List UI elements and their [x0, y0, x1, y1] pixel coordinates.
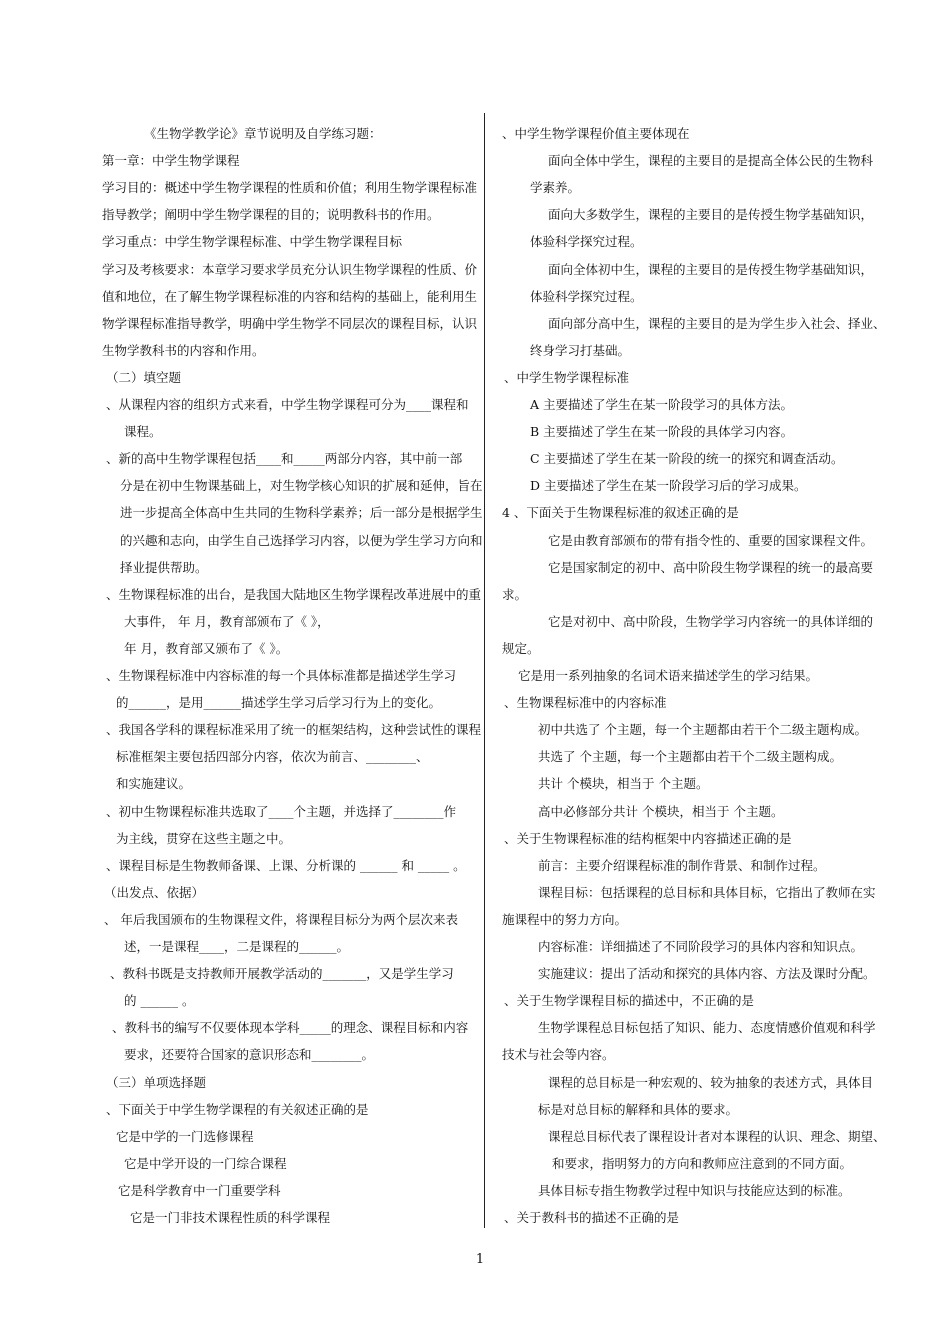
- right-column-line: 、关于教科书的描述不正确的是: [504, 1210, 680, 1225]
- right-column-line: 施课程中的努力方向。: [502, 911, 628, 927]
- left-column-line: 学习重点：中学生物学课程标准、中学生物学课程目标: [102, 234, 403, 250]
- left-column-line: 它是中学开设的一门综合课程: [124, 1155, 287, 1171]
- left-column-line: 为主线，贯穿在这些主题之中。: [116, 830, 292, 846]
- right-column-line: 规定。: [502, 640, 540, 656]
- right-column-line: 具体目标专指生物教学过程中知识与技能应达到的标准。: [538, 1182, 851, 1198]
- right-column-line: 、中学生物学课程标准: [504, 369, 630, 385]
- right-column-line: 标是对总目标的解释和具体的要求。: [538, 1101, 739, 1117]
- left-column-line: 第一章：中学生物学课程: [102, 153, 240, 169]
- right-column-line: 4 、下面关于生物课程标准的叙述正确的是: [502, 505, 739, 521]
- left-column-line: 的兴趣和志向，由学生自己选择学习内容，以便为学生学习方向和: [120, 532, 483, 548]
- right-column-line: D 主要描述了学生在某一阶段学习后的学习成果。: [530, 478, 807, 494]
- left-column-line: 它是科学教育中一门重要学科: [118, 1182, 281, 1198]
- left-column-line: 值和地位，在了解生物学课程标准的内容和结构的基础上，能利用生: [102, 288, 478, 304]
- left-column-line: 课程。: [124, 424, 162, 440]
- left-column-line: 述，一是课程____，二是课程的______。: [124, 939, 350, 954]
- left-column-line: 年 月，教育部又颁布了《 》。: [124, 640, 289, 656]
- right-column-line: 课程目标：包括课程的总目标和具体目标，它指出了教师在实: [538, 884, 876, 900]
- left-column-line: 学习目的：概述中学生物学课程的性质和价值；利用生物学课程标准: [102, 180, 478, 196]
- right-column-line: 、关于生物课程标准的结构框架中内容描述正确的是: [504, 830, 792, 846]
- left-column-line: 、教科书既是支持教师开展教学活动的_______，又是学生学习: [110, 966, 454, 982]
- right-column-line: 它是对初中、高中阶段，生物学学习内容统一的具体详细的: [548, 613, 874, 629]
- right-column-line: C 主要描述了学生在某一阶段的统一的探究和调查活动。: [530, 451, 844, 467]
- left-column-line: 它是中学的一门选修课程: [116, 1128, 254, 1144]
- left-column-line: （三）单项选择题: [106, 1074, 207, 1090]
- right-column-line: B 主要描述了学生在某一阶段的具体学习内容。: [530, 424, 794, 440]
- left-column-line: 物学课程标准指导教学，明确中学生物学不同层次的课程目标，认识: [102, 315, 478, 331]
- left-column-line: 分是在初中生物课基础上，对生物学核心知识的扩展和延伸，旨在: [120, 478, 483, 494]
- left-column-line: 生物学教科书的内容和作用。: [102, 342, 265, 358]
- right-column-line: 内容标准：详细描述了不同阶段学习的具体内容和知识点。: [538, 939, 864, 954]
- right-column-line: 共选了 个主题，每一个主题都由若干个二级主题构成。: [538, 749, 842, 765]
- left-column-line: 、 年后我国颁布的生物课程文件，将课程目标分为两个层次来表: [104, 911, 458, 927]
- right-column-line: 学素养。: [530, 180, 581, 196]
- right-column-line: 初中共选了 个主题，每一个主题都由若干个二级主题构成。: [538, 722, 867, 738]
- left-column-line: （出发点、依据）: [104, 884, 205, 900]
- right-column-line: 体验科学探究过程。: [530, 234, 643, 250]
- right-column-line: 共计 个模块，相当于 个主题。: [538, 776, 709, 792]
- right-column-line: 生物学课程总目标包括了知识、能力、态度情感价值观和科学: [538, 1020, 876, 1036]
- left-column-line: 和实施建议。: [116, 776, 192, 792]
- right-column-line: 高中必修部分共计 个模块，相当于 个主题。: [538, 803, 784, 819]
- left-column-line: （二）填空题: [106, 369, 182, 385]
- right-column-line: 技术与社会等内容。: [502, 1047, 615, 1063]
- right-column-line: 体验科学探究过程。: [530, 288, 643, 304]
- right-column-line: 、生物课程标准中的内容标准: [504, 695, 667, 711]
- right-column-line: 课程总目标代表了课程设计者对本课程的认识、理念、期望、: [548, 1128, 886, 1144]
- right-column-line: A 主要描述了学生在某一阶段学习的具体方法。: [530, 397, 794, 412]
- left-column-line: 学习及考核要求：本章学习要求学员充分认识生物学课程的性质、价: [102, 261, 478, 277]
- right-column-line: 、关于生物学课程目标的描述中，不正确的是: [504, 993, 755, 1009]
- right-column-line: 面向全体中学生，课程的主要目的是提高全体公民的生物科: [548, 153, 874, 169]
- left-column-line: 、课程目标是生物教师备课、上课、分析课的 ______ 和 _____ 。: [106, 857, 466, 873]
- right-column-line: 面向大多数学生，课程的主要目的是传授生物学基础知识，: [548, 207, 874, 223]
- right-column-line: 面向全体初中生，课程的主要目的是传授生物学基础知识，: [548, 261, 874, 277]
- left-column-line: 的______，是用______描述学生学习后学习行为上的变化。: [116, 695, 442, 711]
- left-column-line: 、从课程内容的组织方式来看，中学生物学课程可分为____课程和: [106, 397, 469, 412]
- left-column-line: 进一步提高全体高中生共同的生物科学素养；后一部分是根据学生: [120, 505, 483, 521]
- right-column-line: 和要求，指明努力的方向和教师应注意到的不同方面。: [552, 1155, 853, 1171]
- column-divider: [484, 113, 485, 1228]
- left-column-line: 它是一门非技术课程性质的科学课程: [130, 1210, 331, 1225]
- page-number: 1: [475, 1252, 485, 1267]
- left-column-line: 、教科书的编写不仅要体现本学科_____的理念、课程目标和内容: [112, 1020, 469, 1036]
- left-column-line: 、生物课程标准的出台，是我国大陆地区生物学课程改革进展中的重: [106, 586, 482, 602]
- left-column-line: 、新的高中生物学课程包括____和_____两部分内容，其中前一部: [106, 451, 463, 467]
- right-column-line: 它是由教育部颁布的带有指令性的、重要的国家课程文件。: [548, 532, 874, 548]
- left-column-line: 要求，还要符合国家的意识形态和________。: [124, 1047, 375, 1063]
- left-column-line: 大事件， 年 月，教育部颁布了《 》，: [124, 613, 330, 629]
- right-column-line: 课程的总目标是一种宏观的、较为抽象的表述方式，具体目: [548, 1074, 874, 1090]
- right-column-line: 它是用一系列抽象的名词术语来描述学生的学习结果。: [518, 668, 819, 683]
- left-column-line: 、我国各学科的课程标准采用了统一的框架结构，这种尝试性的课程: [106, 722, 482, 738]
- right-column-line: 它是国家制定的初中、高中阶段生物学课程的统一的最高要: [548, 559, 874, 575]
- left-column-line: 指导教学；阐明中学生物学课程的目的；说明教科书的作用。: [102, 207, 440, 223]
- right-column-line: 实施建议：提出了活动和探究的具体内容、方法及课时分配。: [538, 966, 876, 982]
- right-column-line: 、中学生物学课程价值主要体现在: [502, 126, 690, 141]
- right-column-line: 终身学习打基础。: [530, 342, 631, 358]
- left-column-line: 《生物学教学论》章节说明及自学练习题：: [144, 126, 382, 141]
- left-column-line: 的 ______ 。: [124, 993, 195, 1009]
- right-column-line: 前言：主要介绍课程标准的制作背景、和制作过程。: [538, 857, 826, 873]
- right-column-line: 求。: [502, 586, 528, 602]
- left-column-line: 、初中生物课程标准共选取了____个主题，并选择了________作: [106, 803, 457, 819]
- left-column-line: 、下面关于中学生物学课程的有关叙述正确的是: [106, 1101, 369, 1117]
- left-column-line: 标准框架主要包括四部分内容，依次为前言、________、: [116, 749, 429, 765]
- left-column-line: 、生物课程标准中内容标准的每一个具体标准都是描述学生学习: [106, 668, 457, 683]
- left-column-line: 择业提供帮助。: [120, 559, 208, 575]
- right-column-line: 面向部分高中生，课程的主要目的是为学生步入社会、择业、: [548, 315, 886, 331]
